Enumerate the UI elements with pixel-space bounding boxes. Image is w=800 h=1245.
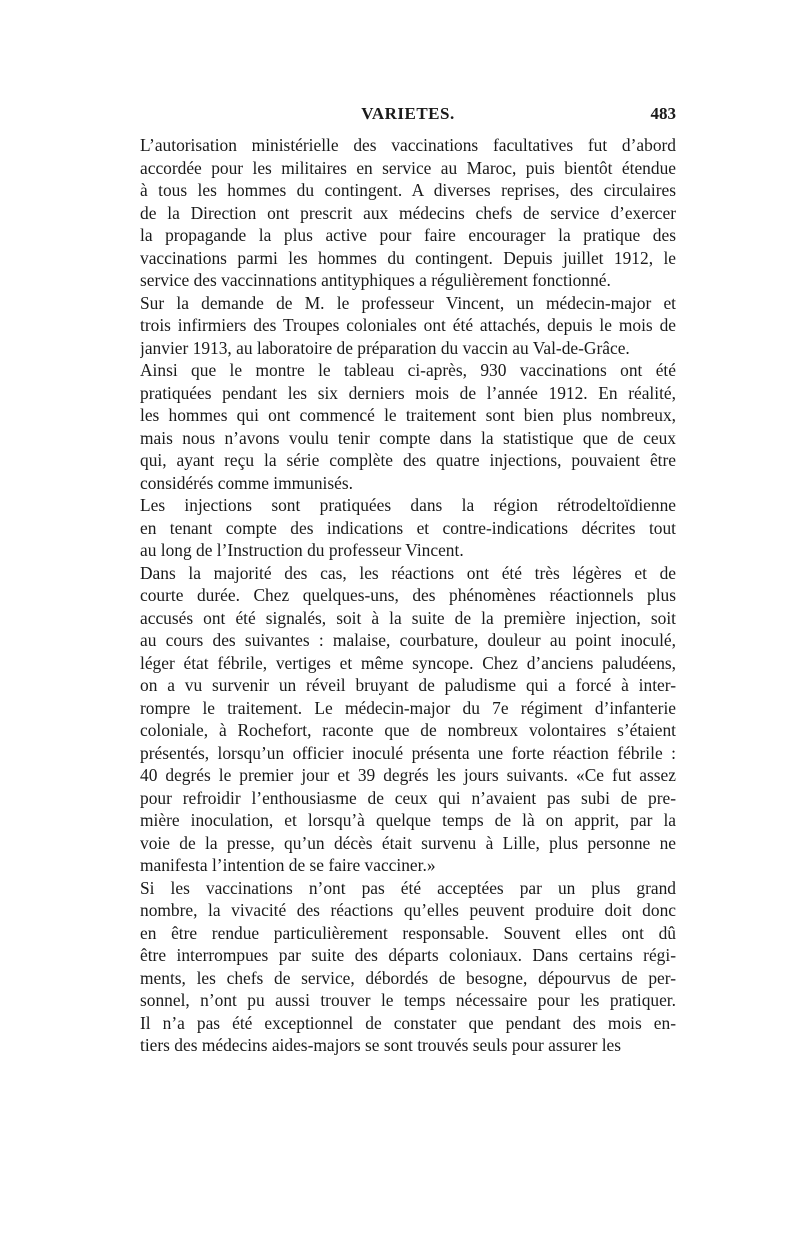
body-text (140, 134, 676, 1057)
text-line: de la Direction ont prescrit aux médecins chefs de service d’exercer (140, 202, 676, 223)
text-line: accordée pour les militaires en service au Maroc, puis bientôt étendue (140, 157, 676, 178)
text-line: 40 degrés le premier jour et 39 degrés les jours suivants. «Ce fut assez (140, 765, 676, 785)
paragraph (140, 877, 676, 1057)
text-line: Sur la demande de M. le professeur Vincent, un médecin-major et (140, 292, 676, 313)
text-line: mais nous n’avons voulu tenir compte dans la statistique que de ceux (140, 427, 676, 448)
running-title: VARIETES. (361, 104, 455, 123)
text-line: au cours des suivantes : malaise, courbature, douleur au point inoculé, (140, 630, 676, 650)
text-line: Dans la majorité des cas, les réactions ont été très légères et de (140, 562, 676, 583)
text-line: Les injections sont pratiquées dans la région rétrodeltoïdienne (140, 495, 676, 515)
text-line: accusés ont été signalés, soit à la suite de la première injection, soit (140, 607, 676, 628)
text-line: mière inoculation, et lorsqu’à quelque temps de là on apprit, par la (140, 810, 676, 830)
text-line: service des vaccinnations antityphiques a régulièrement fonctionné. (140, 270, 611, 290)
text-line: au long de l’Instruction du professeur Vincent. (140, 540, 464, 560)
text-line: on a vu survenir un réveil bruyant de paludisme qui a forcé à inter- (140, 675, 676, 695)
text-line: pour refroidir l’enthousiasme de ceux qui n’avaient pas subi de pre- (140, 787, 676, 808)
text-line: léger état fébrile, vertiges et même syncope. Chez d’anciens paludéens, (140, 652, 676, 673)
text-line: qui, ayant reçu la série complète des quatre injections, pouvaient être (140, 450, 676, 470)
text-line: janvier 1913, au laboratoire de préparation du vaccin au Val-de-Grâce. (140, 337, 630, 358)
text-line: trois infirmiers des Troupes coloniales ont été attachés, depuis le mois de (140, 315, 676, 335)
text-line: courte durée. Chez quelques-uns, des phénomènes réactionnels plus (140, 585, 676, 605)
paragraph (140, 134, 676, 292)
text-line: vaccinations parmi les hommes du contingent. Depuis juillet 1912, le (140, 247, 676, 268)
document-page (140, 104, 676, 1057)
paragraph (140, 562, 676, 877)
text-line: en être rendue particulièrement responsable. Souvent elles ont dû (140, 922, 676, 943)
text-line: pratiquées pendant les six derniers mois de l’année 1912. En réalité, (140, 382, 676, 403)
text-line: les hommes qui ont commencé le traitement sont bien plus nombreux, (140, 405, 676, 425)
paragraph (140, 494, 676, 562)
text-line: nombre, la vivacité des réactions qu’elles peuvent produire doit donc (140, 900, 676, 920)
text-line: en tenant compte des indications et contre-indications décrites tout (140, 517, 676, 538)
running-header (140, 104, 676, 128)
paragraph (140, 292, 676, 360)
text-line: coloniale, à Rochefort, raconte que de nombreux volontaires s’étaient (140, 720, 676, 740)
paragraph (140, 359, 676, 494)
page-number: 483 (650, 104, 676, 123)
text-line: la propagande la plus active pour faire encourager la pratique des (140, 225, 676, 245)
text-line: rompre le traitement. Le médecin-major du 7e régiment d’infanterie (140, 697, 676, 718)
text-line: Il n’a pas été exceptionnel de constater que pendant des mois en- (140, 1012, 676, 1033)
text-line: sonnel, n’ont pu aussi trouver le temps nécessaire pour les pratiquer. (140, 990, 676, 1010)
text-line: ments, les chefs de service, débordés de besogne, dépourvus de per- (140, 967, 676, 988)
text-line: présentés, lorsqu’un officier inoculé présenta une forte réaction fébrile : (140, 742, 676, 763)
text-line: considérés comme immunisés. (140, 472, 353, 493)
text-line: Ainsi que le montre le tableau ci-après, 930 vaccinations ont été (140, 360, 676, 380)
text-line: Si les vaccinations n’ont pas été acceptées par un plus grand (140, 877, 676, 898)
text-line: tiers des médecins aides-majors se sont trouvés seuls pour assurer les (140, 1035, 622, 1055)
text-line: être interrompues par suite des départs coloniaux. Dans certains régi- (140, 945, 676, 965)
text-line: manifesta l’intention de se faire vacciner.» (140, 855, 436, 875)
text-line: à tous les hommes du contingent. A diverses reprises, des circulaires (140, 180, 676, 200)
text-line: L’autorisation ministérielle des vaccinations facultatives fut d’abord (140, 135, 676, 155)
text-line: voie de la presse, qu’un décès était survenu à Lille, plus personne ne (140, 832, 676, 853)
